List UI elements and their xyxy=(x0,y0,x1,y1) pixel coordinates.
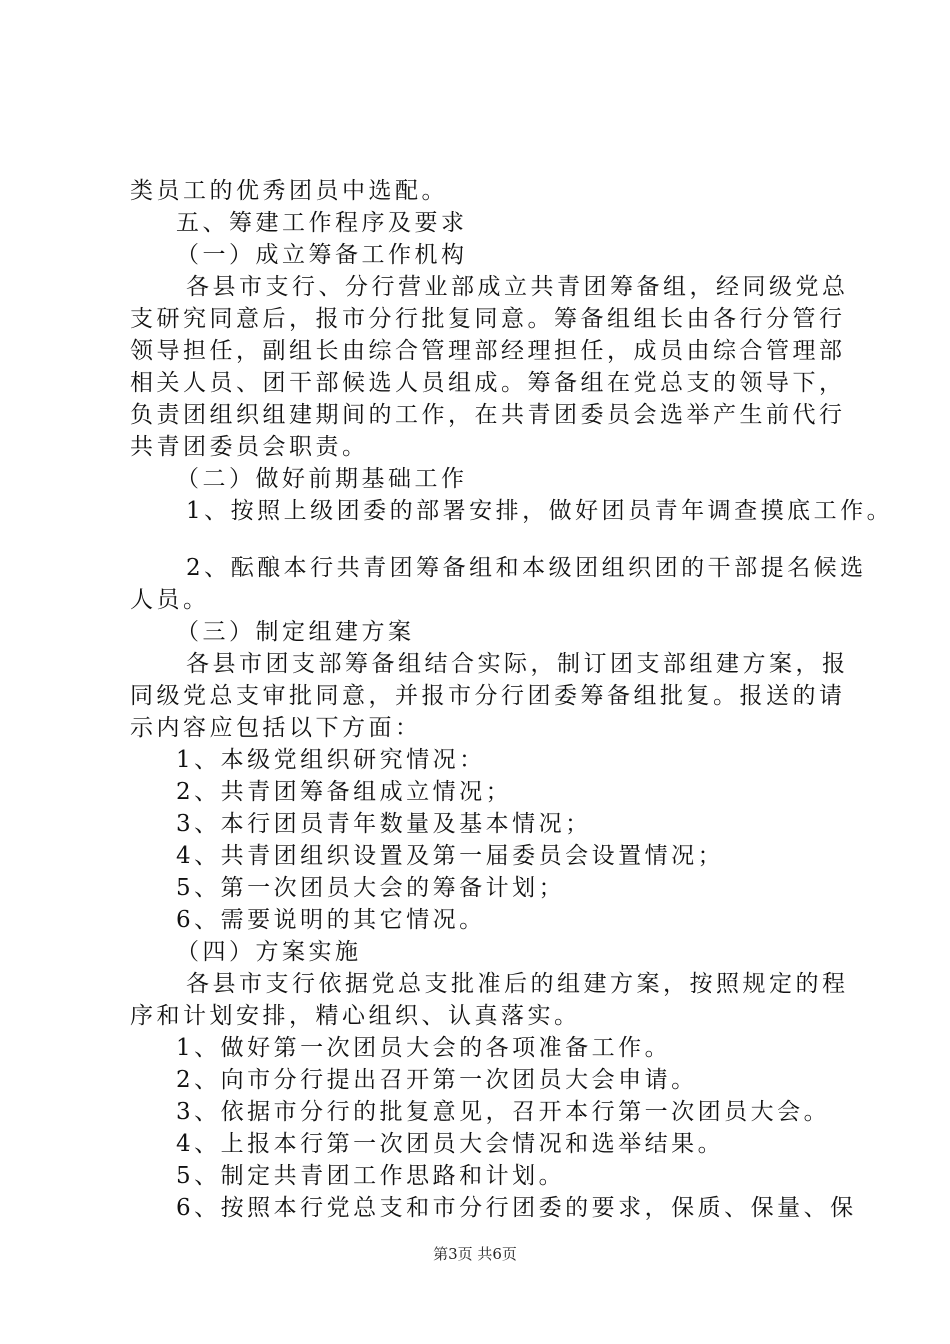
text-line: 支研究同意后，报市分行批复同意。筹备组组长由各行分管行 xyxy=(130,306,846,332)
list-item: 2、共青团筹备组成立情况； xyxy=(176,779,513,805)
text-line: 领导担任，副组长由综合管理部经理担任，成员由综合管理部 xyxy=(130,338,846,364)
list-item: 2、向市分行提出召开第一次团员大会申请。 xyxy=(176,1067,698,1093)
list-item: 6、按照本行党总支和市分行团委的要求，保质、保量、保 xyxy=(176,1195,857,1221)
subsection-heading: （二）做好前期基础工作 xyxy=(176,466,468,492)
text-line: 同级党总支审批同意，并报市分行团委筹备组批复。报送的请 xyxy=(130,683,846,709)
text-line: 共青团委员会职责。 xyxy=(130,434,369,460)
text-line: 各县市支行依据党总支批准后的组建方案，按照规定的程 xyxy=(186,971,849,997)
list-item: 1、做好第一次团员大会的各项准备工作。 xyxy=(176,1035,672,1061)
list-item: 3、依据市分行的批复意见，召开本行第一次团员大会。 xyxy=(176,1099,831,1125)
subsection-heading: （三）制定组建方案 xyxy=(176,619,415,645)
text-line: 序和计划安排，精心组织、认真落实。 xyxy=(130,1003,581,1029)
section-heading: 五、筹建工作程序及要求 xyxy=(176,210,468,236)
list-item: 5、第一次团员大会的筹备计划； xyxy=(176,875,566,901)
subsection-heading: （四）方案实施 xyxy=(176,939,362,965)
list-item: 3、本行团员青年数量及基本情况； xyxy=(176,811,592,837)
list-item: 1、按照上级团委的部署安排，做好团员青年调查摸底工作。 xyxy=(186,498,894,524)
text-line: 示内容应包括以下方面： xyxy=(130,715,422,741)
text-line: 各县市团支部筹备组结合实际，制订团支部组建方案，报 xyxy=(186,651,849,677)
text-line: 类员工的优秀团员中选配。 xyxy=(130,178,448,204)
list-item: 6、需要说明的其它情况。 xyxy=(176,907,486,933)
text-line: 人员。 xyxy=(130,587,210,613)
list-item: 5、制定共青团工作思路和计划。 xyxy=(176,1163,566,1189)
subsection-heading: （一）成立筹备工作机构 xyxy=(176,242,468,268)
text-line: 各县市支行、分行营业部成立共青团筹备组，经同级党总 xyxy=(186,274,849,300)
page-footer: 第3页 共6页 xyxy=(433,1245,517,1263)
text-line: 负责团组织组建期间的工作，在共青团委员会选举产生前代行 xyxy=(130,402,846,428)
list-item: 4、上报本行第一次团员大会情况和选举结果。 xyxy=(176,1131,725,1157)
list-item: 2、酝酿本行共青团筹备组和本级团组织团的干部提名候选 xyxy=(186,555,867,581)
list-item: 1、本级党组织研究情况： xyxy=(176,747,486,773)
text-line: 相关人员、团干部候选人员组成。筹备组在党总支的领导下， xyxy=(130,370,846,396)
list-item: 4、共青团组织设置及第一届委员会设置情况； xyxy=(176,843,725,869)
